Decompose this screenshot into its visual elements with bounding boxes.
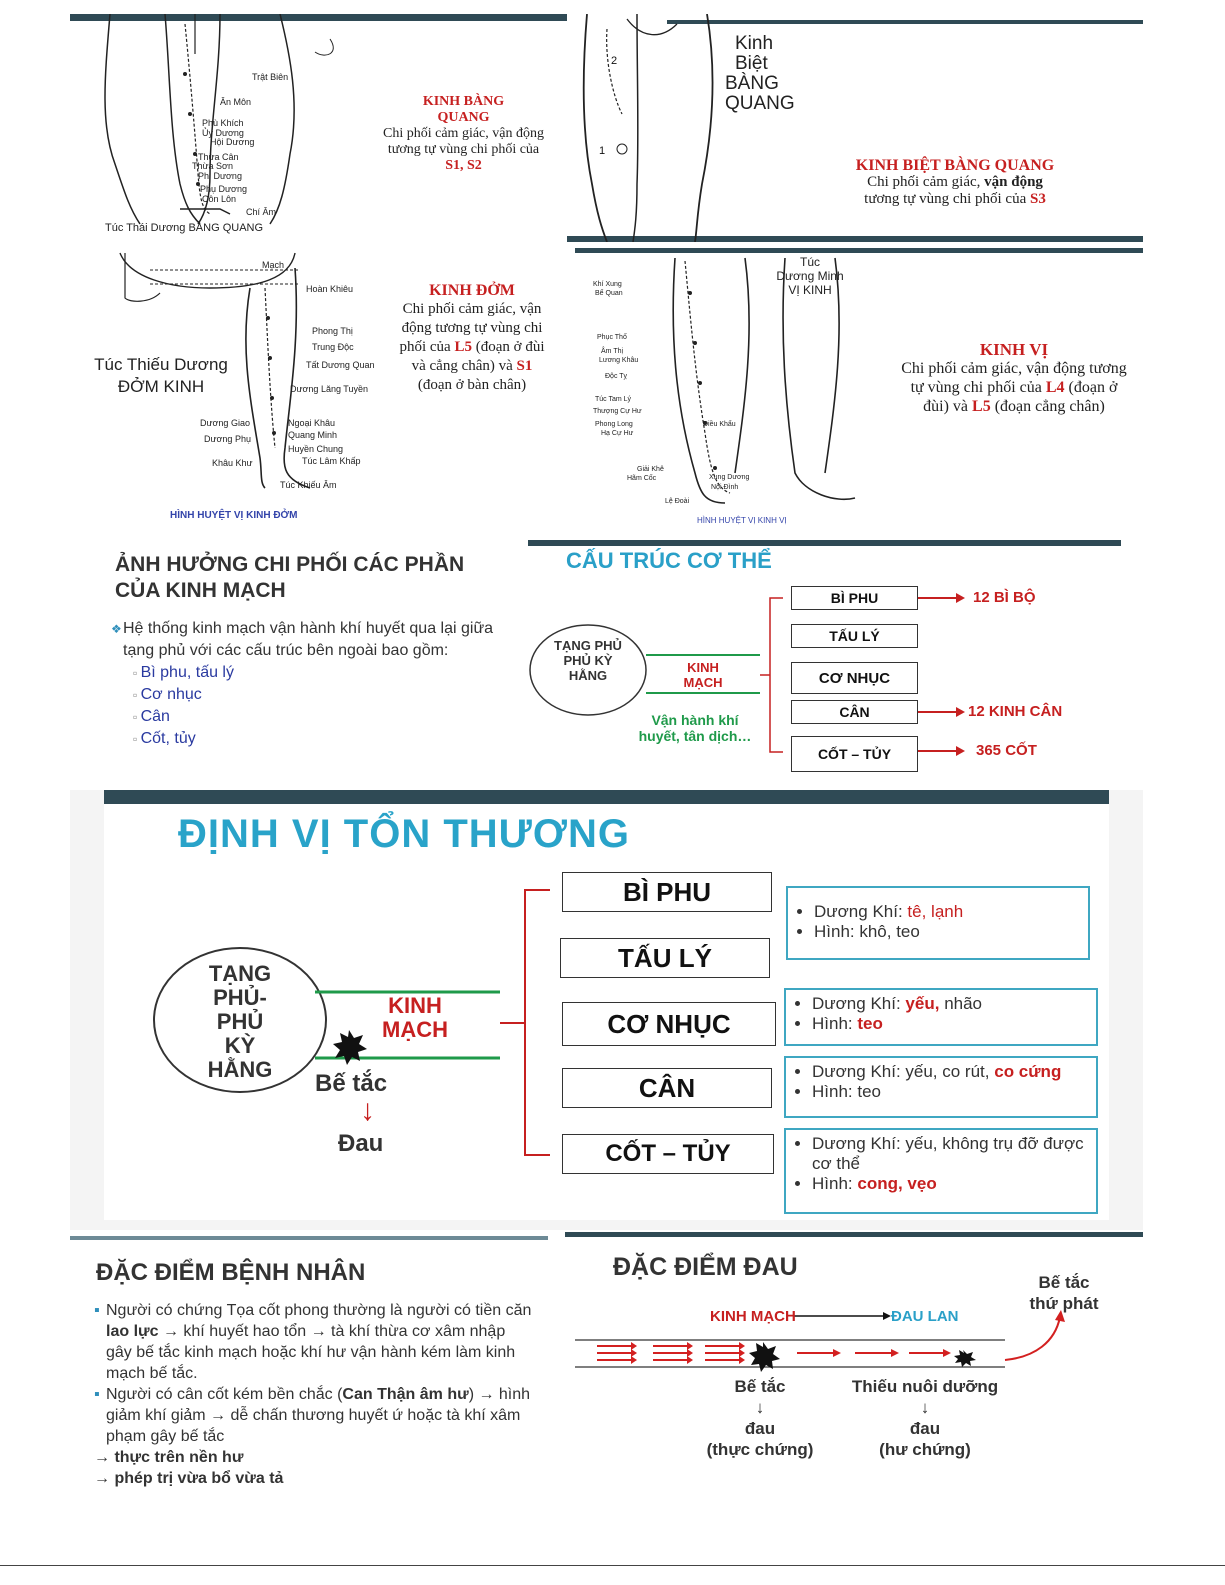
point-label: Thừa Sơn [192, 161, 233, 171]
desc-text: Hình: [812, 1174, 853, 1193]
point-label: Hoàn Khiêu [306, 284, 354, 294]
list-item: ▫ Bì phu, tấu lý [133, 664, 234, 681]
desc-text: • Hình: teo [812, 1082, 1088, 1102]
slide-body: tương tự vùng chi phối của [864, 191, 1027, 207]
point-label: Thừa Cân [198, 152, 239, 162]
point-label: Phi Dương [198, 171, 242, 181]
paragraph [94, 1300, 534, 1384]
slide-body [94, 1300, 534, 1489]
svg-text:2: 2 [611, 55, 618, 67]
slide-highlight: S3 [1030, 191, 1046, 207]
slide-title: ĐẶC ĐIỂM BỆNH NHÂN [96, 1259, 366, 1286]
point-label: Túc Tam Lý [595, 396, 632, 403]
circle-line: TẠNG [208, 961, 272, 986]
structure-box: TẤU LÝ [560, 938, 770, 978]
slide-text [785, 157, 1125, 208]
list-item: ▫ Cơ nhục [133, 686, 202, 703]
structure-box: CƠ NHỤC [791, 662, 918, 694]
figure-caption: HÌNH HUYỆT VỊ KINH ĐỞM [170, 510, 298, 521]
slide-kinh-biet-bang-quang [567, 14, 1143, 242]
result-label: 365 CỐT [976, 742, 1037, 759]
side-label-line: Túc Thiếu Dương [94, 355, 228, 374]
spread-label: ĐAU LAN [891, 1308, 959, 1325]
diagram-label [755, 255, 865, 297]
point-label: Điều Khẩu [703, 421, 736, 428]
result-label: 12 BÌ BỘ [973, 589, 1036, 606]
title-line: CỦA KINH MẠCH [115, 579, 286, 602]
figure-caption: HÌNH HUYỆT VỊ KINH VỊ [697, 516, 787, 525]
intro-text: Hệ thống kinh mạch vận hành khí huyết qua lại giữa tạng phủ với các cấu trúc bên ngoài bao gồm: [123, 620, 494, 659]
list-item: ▫ Cân [133, 708, 170, 725]
structure-box: BÌ PHU [791, 586, 918, 610]
diagram-label [725, 34, 795, 114]
label-line: Kinh [735, 33, 774, 54]
diamond-bullet-icon: ❖ [111, 622, 122, 636]
pain-type: (hư chứng) [879, 1440, 971, 1459]
result-label: 12 KINH CÂN [968, 703, 1063, 720]
circle-line: KỲ [224, 1033, 256, 1058]
point-label: Ngoại Khâu [288, 418, 336, 428]
desc-text: Dương Khí: [812, 994, 901, 1013]
slide-body: Chi phối cảm giác, vận động tương tự vùng chi phối của [383, 126, 544, 157]
paragraph [94, 1384, 534, 1447]
point-label: Hạ Cự Hư [601, 430, 634, 437]
slide-title: ĐỊNH VỊ TỔN THƯƠNG [178, 812, 630, 856]
circle-label [180, 962, 300, 1082]
slide-body: (đoạn ở đùi và cẳng chân) và [411, 339, 545, 374]
flow-note: Vận hành khí huyết, tân dịch… [638, 712, 752, 744]
pain-label: Đau [338, 1130, 384, 1157]
structure-box: CỐT – TỦY [562, 1134, 774, 1174]
point-label: Côn Lôn [202, 194, 237, 204]
cause-column [827, 1376, 1023, 1460]
slide-top-bar [70, 1236, 548, 1240]
conclusion: → thực trên nền hư [94, 1449, 244, 1466]
slide-body: Chi phối cảm giác, vận động tương tự vùng chi phối của [399, 301, 543, 355]
channel-line: MẠCH [382, 1017, 448, 1042]
channel-label [355, 994, 475, 1042]
circle-line: PHỦ- [213, 985, 267, 1010]
structure-box: CÂN [562, 1068, 772, 1108]
label-line: Biệt [735, 53, 768, 74]
block-label: Bế tắc [734, 1377, 786, 1396]
svg-text:1: 1 [599, 145, 606, 157]
point-label: Giải Khê [637, 466, 664, 473]
point-label: Hãm Cốc [627, 475, 657, 482]
point-label: Thượng Cự Hư [593, 408, 642, 415]
label-line: QUANG [725, 93, 795, 114]
list-item-label: Cốt, tủy [140, 730, 196, 747]
slide-text [897, 340, 1131, 416]
channel-label: KINH MẠCH [683, 660, 723, 690]
bullet-icon: ▪ [94, 1386, 100, 1403]
desc-highlight: tê, lạnh [907, 902, 964, 921]
side-label-line: ĐỞM KINH [117, 377, 205, 396]
description-box [784, 1056, 1098, 1118]
desc-text: nhão [944, 994, 983, 1013]
down-arrow-icon: ↓ [755, 1398, 765, 1417]
slide-highlight: L4 [1045, 379, 1065, 396]
point-label: Ủy Dương [202, 128, 244, 138]
text: Người có cân cốt kém bền chắc ( [106, 1386, 343, 1403]
slide-text [396, 281, 548, 395]
structure-box: TẤU LÝ [791, 624, 918, 648]
slide-kinh-bang-quang [70, 14, 567, 242]
point-label: Phong Long [595, 421, 633, 428]
point-label: Xung Dương [709, 474, 750, 481]
slide-title-line1: KINH BÀNG [422, 94, 505, 109]
desc-highlight: co cứng [994, 1062, 1062, 1081]
desc-text: • Dương Khí: yếu, không trụ đỡ được cơ thể [812, 1134, 1088, 1174]
point-label: Dương Lăng Tuyền [290, 384, 368, 394]
list-item: ▫ Cốt, tủy [133, 730, 196, 747]
slide-text [366, 94, 561, 174]
down-arrow-icon: ↓ [360, 1094, 375, 1127]
slide-dinh-vi-ton-thuong [70, 790, 1143, 1230]
description-box [786, 886, 1090, 960]
list-item-label: Cơ nhục [140, 686, 202, 703]
circle-line: HẰNG [207, 1057, 273, 1082]
point-label: Chí Âm [246, 207, 277, 217]
slide-kinh-vi [575, 248, 1143, 533]
desc-text: Dương Khí: [814, 902, 903, 921]
conclusion: → phép trị vừa bổ vừa tả [94, 1470, 284, 1487]
circle-line: PHỦ [216, 1009, 264, 1034]
cause-column [700, 1376, 820, 1460]
desc-highlight: yếu, [905, 994, 940, 1013]
point-label: Khí Xung [593, 281, 622, 288]
bullet-icon: ▪ [94, 1302, 100, 1319]
slide-title: KINH ĐỞM [429, 282, 515, 299]
point-label: Độc Tỵ [605, 373, 628, 380]
text: ) → hình giảm khí giảm → dễ chấn thương huyết ứ hoặc tà khí xâm phạm gây bế tắc [106, 1386, 531, 1445]
page-bottom-rule [0, 1565, 1225, 1566]
description-box [784, 988, 1098, 1046]
point-label: Dương Phụ [204, 434, 251, 444]
point-label: Khâu Khư [212, 458, 253, 468]
point-label: Quang Minh [288, 430, 338, 440]
point-label: Mạch [262, 260, 285, 270]
slide-highlight: L5 [972, 398, 991, 415]
list-item-label: Bì phu, tấu lý [140, 664, 234, 681]
point-label: Nội Đình [711, 484, 739, 491]
point-label: Âm Thị [601, 348, 624, 355]
slide-highlight: S1 [516, 358, 533, 374]
lack-label: Thiếu nuôi dưỡng [851, 1377, 999, 1396]
point-label: Dương Giao [200, 418, 250, 428]
desc-highlight: teo [857, 1014, 883, 1033]
structure-box: CỐT – TỦY [791, 736, 918, 772]
slide-kinh-dom [70, 248, 565, 533]
circle-label: TẠNG PHỦ PHỦ KỲ HẰNG [554, 638, 622, 683]
slide-title: CẤU TRÚC CƠ THỂ [566, 548, 772, 573]
slide-dac-diem-dau [565, 1232, 1143, 1524]
point-label: Phù Khích [202, 118, 244, 128]
point-label: Túc Khiếu Âm [280, 480, 337, 490]
point-label: Tất Dương Quan [306, 360, 375, 370]
desc-text: • Hình: khô, teo [814, 922, 1080, 942]
structure-box: CƠ NHỤC [562, 1002, 776, 1046]
text: Người có chứng Tọa cốt phong thường là người có tiền căn [106, 1302, 532, 1319]
leg-diagram-back [567, 14, 737, 242]
desc-highlight: cong, vẹo [857, 1174, 937, 1193]
slide-cau-truc-co-the [528, 540, 1121, 790]
channel-line: KINH [388, 993, 442, 1018]
title-line: ẢNH HƯỞNG CHI PHỐI CÁC PHẦN [115, 553, 465, 576]
slide-top-bar [667, 20, 1143, 24]
blockage-label: Bế tắc [315, 1070, 388, 1097]
label-line: BÀNG [725, 73, 779, 94]
desc-text: Hình: [812, 1014, 853, 1033]
text-bold: lao lực [106, 1323, 159, 1340]
pain-label: đau [744, 1419, 776, 1438]
point-label: Lệ Đoài [665, 498, 690, 505]
text: → khí huyết hao tổn → tà khí thừa cơ xâm nhập gây bế tắc kinh mạch hoặc khí hư vận hành kém làm kinh mạch bế tắc. [106, 1323, 516, 1382]
channel-label: KINH MẠCH [710, 1308, 796, 1325]
label-line: Dương Minh [776, 269, 844, 283]
pain-type: (thực chứng) [706, 1440, 814, 1459]
structure-box: BÌ PHU [562, 872, 772, 912]
slide-highlight: L5 [454, 339, 472, 355]
point-label: Phụ Dương [200, 184, 247, 194]
structure-box: CÂN [791, 700, 918, 724]
slide-body [111, 618, 511, 750]
slide-highlight: S1, S2 [445, 158, 482, 173]
point-label: Trung Độc [312, 342, 354, 352]
description-box [784, 1128, 1098, 1214]
text-bold: Can Thận âm hư [342, 1386, 469, 1403]
point-label: Lương Khâu [599, 357, 639, 364]
slide-anh-huong [75, 540, 530, 788]
slide-title: ĐẶC ĐIỂM ĐAU [613, 1253, 798, 1281]
figure-caption: Túc Thái Dương BÀNG QUANG [105, 222, 264, 234]
point-label: Bể Quan [595, 290, 623, 297]
slide-title: KINH BIỆT BÀNG QUANG [855, 157, 1055, 174]
point-label: Túc Lâm Khấp [302, 456, 361, 466]
desc-text: Dương Khí: yếu, co rút, [812, 1062, 990, 1081]
slide-title-line2: QUANG [437, 110, 490, 125]
point-label: Phong Thị [312, 326, 353, 336]
slide-title [115, 552, 464, 604]
point-label: Trật Biên [252, 72, 289, 82]
slide-title: KINH VỊ [979, 340, 1049, 359]
slide-dac-diem-benh-nhan [70, 1236, 548, 1526]
side-label [76, 354, 246, 398]
point-label: Ân Môn [220, 97, 252, 107]
slide-body-bold: vận động [984, 174, 1043, 190]
secondary-block-label: Bế tắc thứ phát [1029, 1273, 1099, 1313]
slide-body: (đoạn cẳng chân) [994, 398, 1105, 415]
slide-body: Chi phối cảm giác, vận động tương tự vùng chi phối của [901, 360, 1127, 396]
slide-body: (đoạn ở đùi) và [923, 379, 1118, 415]
point-label: Hội Dương [210, 137, 255, 147]
pain-label: đau [909, 1419, 941, 1438]
point-label: Phục Thố [597, 334, 627, 341]
label-line: Túc [799, 255, 820, 269]
label-line: VỊ KINH [788, 283, 832, 297]
slide-body: Chi phối cảm giác, [867, 174, 981, 190]
down-arrow-icon: ↓ [920, 1398, 930, 1417]
point-label: Huyền Chung [288, 444, 344, 454]
slide-body: (đoạn ở bàn chân) [417, 377, 527, 393]
list-item-label: Cân [140, 708, 170, 725]
